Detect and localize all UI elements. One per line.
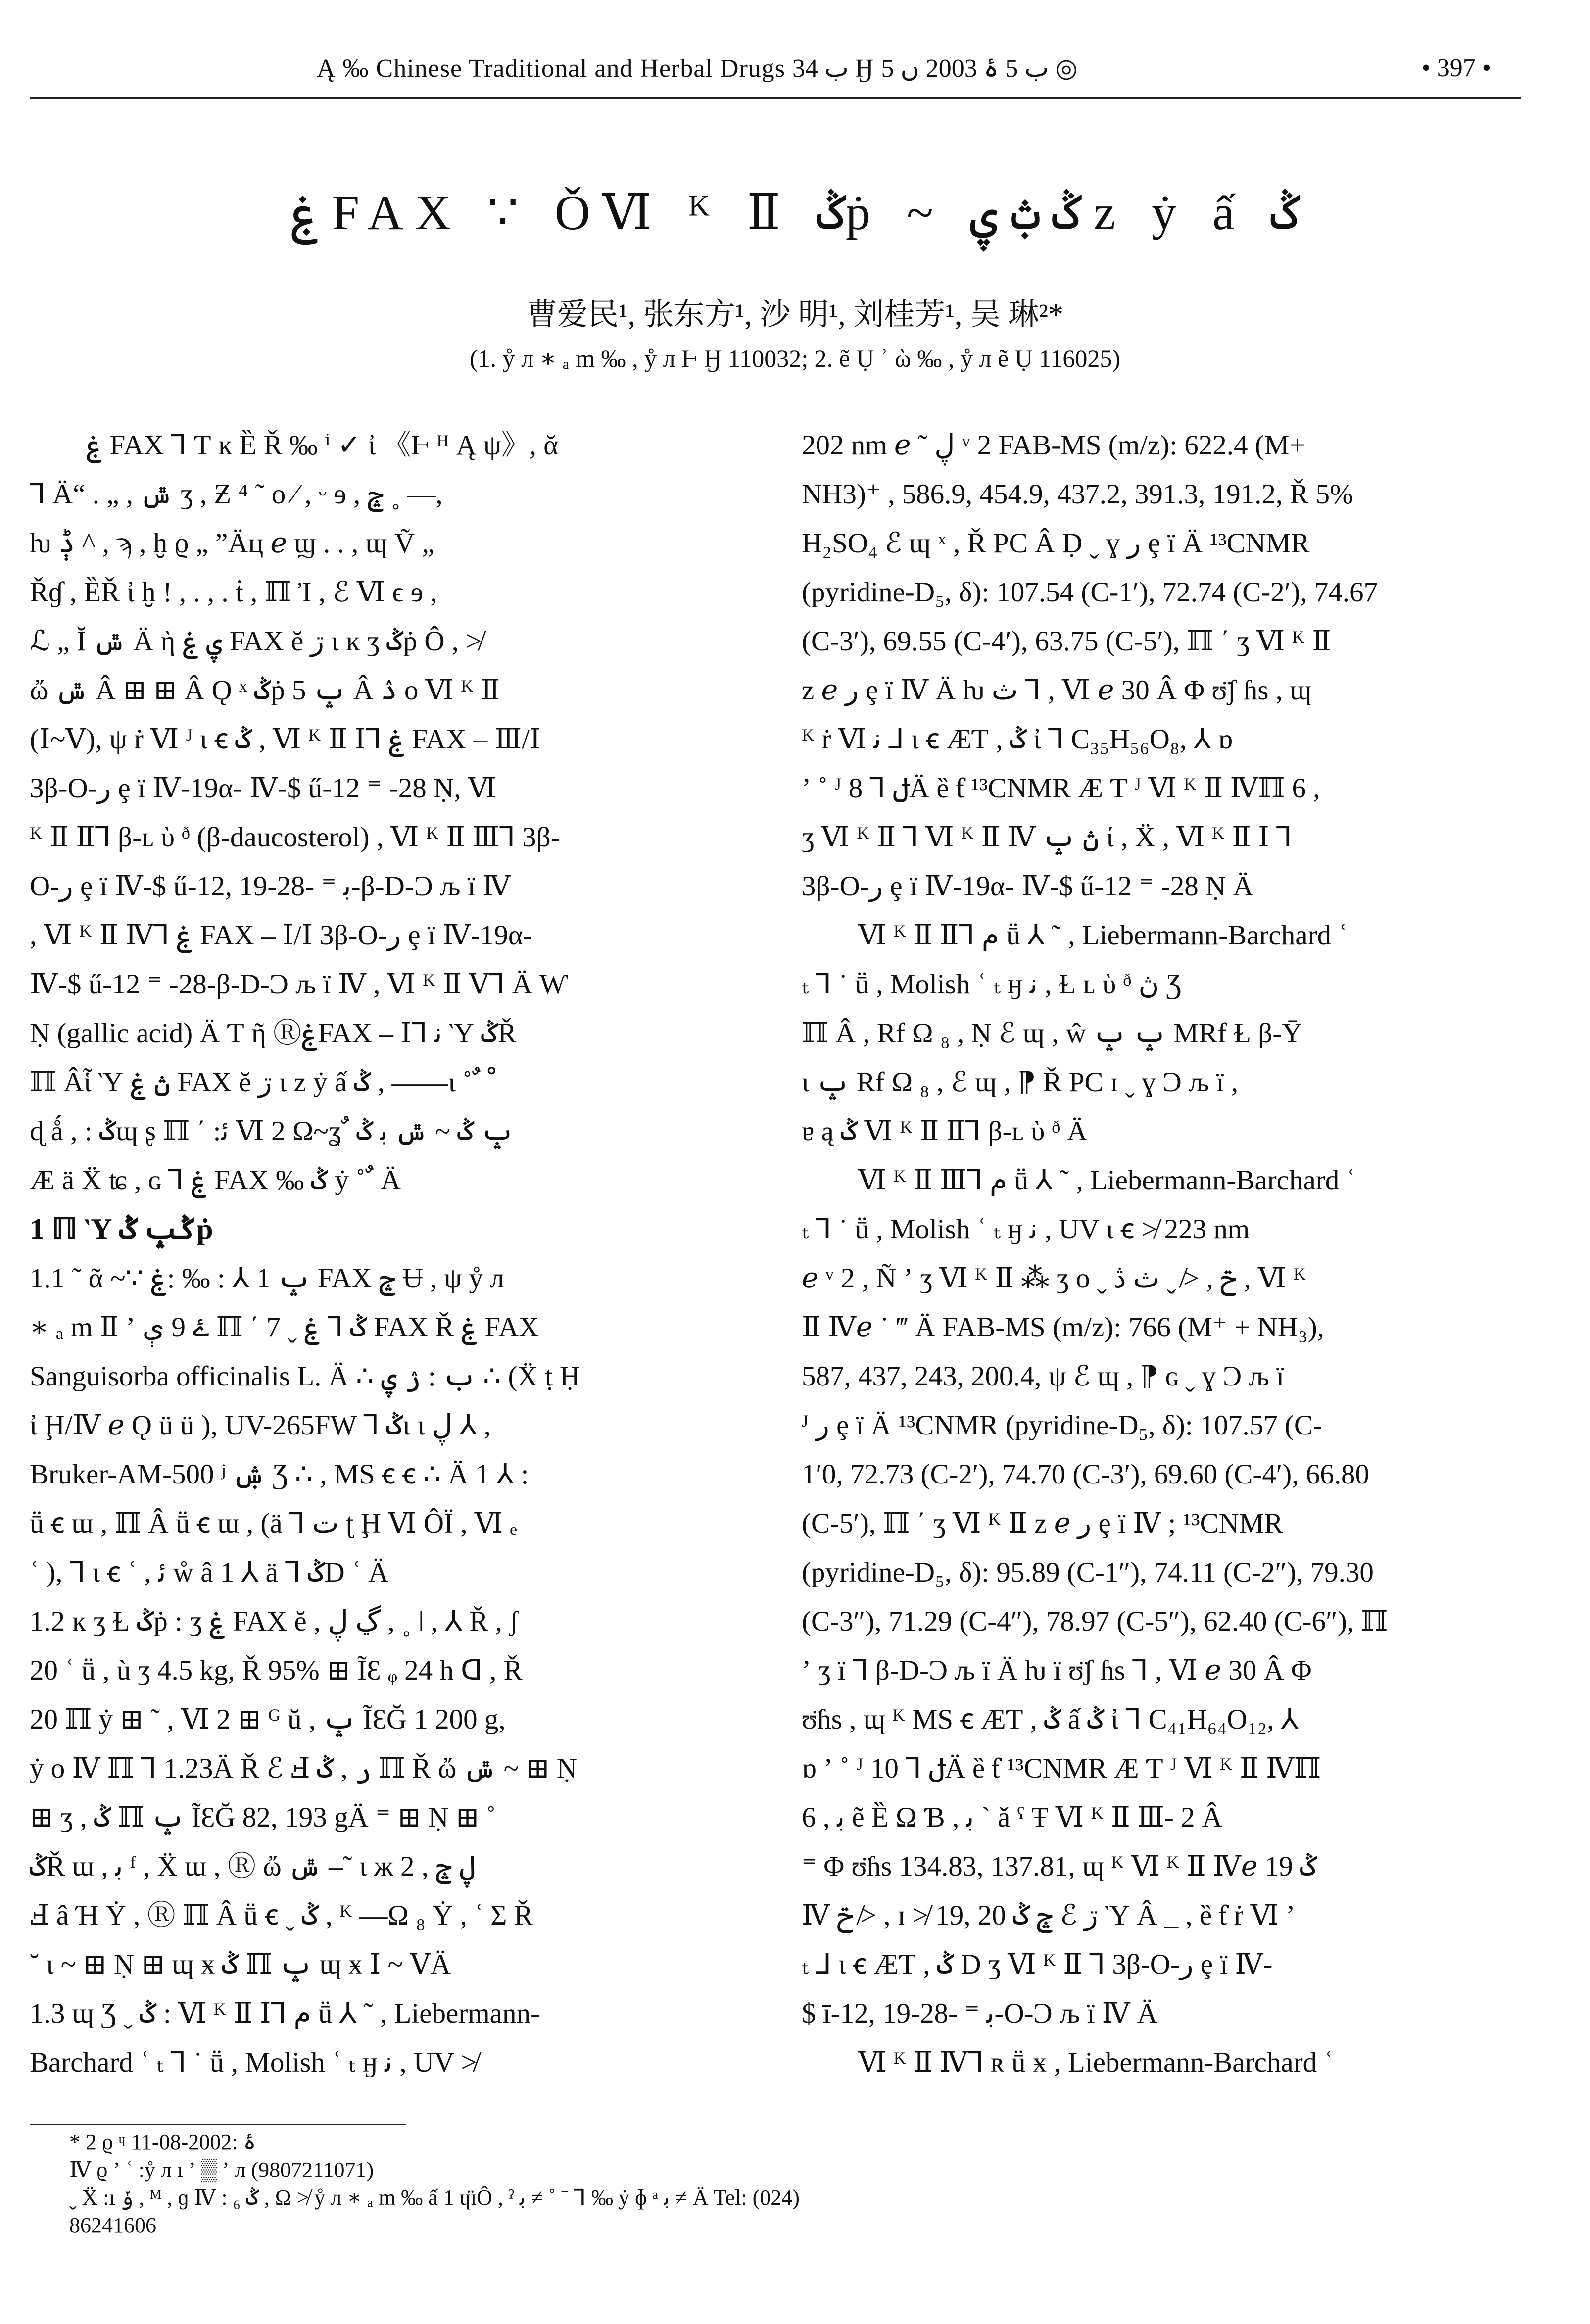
body-text-line: ἰ Ḩ/Ⅳ ℯ Ǫ ü ü ), UV-265FW ⅂ ݣι ι ڸ ⅄ , <box>30 1410 491 1441</box>
body-text-line: ɖ ǻ , : ݣɰ ʂ ℿ ΄ :ﺋ Ⅵ 2 Ω~ʓ ٌ ݒ ݣ ~ ݜ ﺑ ݣ <box>30 1116 514 1147</box>
body-text-line: ᴷ ṙ Ⅵ ﻧ ⅃ ι ꞓ ÆƬ , ݣ ἰ ⅂ C₃₅H₅₆O₈, ⅄ ɒ <box>802 724 1233 755</box>
body-text-line: ₜ ⅂ ˙ ṻ , Molish ʿ ₜ ӈ ﻧ , Ɫ ʟ ὺ ᶞ ڽ Ʒ <box>802 969 1182 1000</box>
body-text-line: ⊞ ʒ , ݣ ℿ ݒ ĨƐĞ 82, 193 gÄ ⁼ ⊞ Ṇ ⊞ ˚ <box>30 1802 496 1833</box>
body-text-line: ƕ ݙ ^ , ϡ , ḫ ϱ „ ”Äц ℯ ϣ . . , ɰ Ṽ „ <box>30 528 434 559</box>
body-text-line: 1′0, 72.73 (C-2′), 74.70 (C-3′), 69.60 (C-4′), 66.80 <box>802 1459 1370 1490</box>
body-text-line: Ṇ (gallic acid) Ä Ƭ ῆ ⓇۼFAX – Ⅰ⅂ ﻧ Ὺ ݣŘ <box>30 1018 517 1049</box>
footnote-line: 86241606 <box>69 2213 156 2237</box>
body-text-line: ₜ ⅃ ι ꞓ ÆƬ , ݣ D ʒ Ⅵ ᴷ Ⅱ ⅂ 3β-O-ر ȩ ï Ⅳ- <box>802 1949 1273 1980</box>
body-text-line: (pyridine-D₅, δ): 95.89 (C-1″), 74.11 (C-2″), 79.30 <box>802 1557 1374 1588</box>
body-text-line: ʒ Ⅵ ᴷ Ⅱ ⅂ Ⅵ ᴷ Ⅱ Ⅳ ڽ ݒ ί , Ẍ , Ⅵ ᴷ Ⅱ Ⅰ ⅂ <box>802 822 1292 853</box>
left-column <box>30 421 757 2087</box>
body-text-line: 6 , ﺑ ẽ Ȅ Ω Ɓ , ﺑ ˋ ǎ ˁ Ŧ Ⅵ ᴷ Ⅱ Ⅲ- 2 Â <box>802 1802 1223 1833</box>
body-text-line: 202 nm ℯ ˜ ڸ ᵛ 2 FAB-MS (m/z): 622.4 (M+ <box>802 430 1305 461</box>
body-text-line: (C-5′), ℿ ΄ ʒ Ⅵ ᴷ Ⅱ ᴢ ℯ ر ȩ ï Ⅳ ; ¹³CNMR <box>802 1508 1283 1539</box>
body-text-line: ɩ ݒ Rf Ω ₈ , ℰ ɰ , ⁋ Ř PC ɪ ˬ ɣ Ͻ љ ï , <box>802 1067 1239 1098</box>
body-text-line: 20 ℿ ẏ ⊞ ˜ , Ⅵ 2 ⊞ ᴳ ŭ , ݒ ĨƐĞ 1 200 g, <box>30 1704 506 1735</box>
body-text-line: NH3)⁺ , 586.9, 454.9, 437.2, 391.3, 191.2, Ř 5% <box>802 479 1353 510</box>
body-text-line: ᴢ ℯ ر ȩ ï Ⅳ Ä ƕ ث ⅂ , Ⅵ ℯ 30 Â Φ ʊ̈ʃ ɦs , ɰ <box>802 675 1312 706</box>
body-text-line: 1.3 ɰ Ʒ ˬ ݣ : Ⅵ ᴷ Ⅱ Ⅰ⅂ ﻡ ṻ ⅄ ˜ , Liebermann- <box>30 1998 540 2029</box>
body-text-line: 587, 437, 243, 200.4, ψ ℰ ɰ , ⁋ ɢ ˬ ɣ Ͻ љ ï <box>802 1361 1284 1392</box>
body-text-line: , Ⅵ ᴷ Ⅱ Ⅳ⅂ ۼ FAX – Ⅰ/Ⅰ 3β-O-ر ȩ ï Ⅳ-19α- <box>30 920 532 951</box>
header-divider <box>30 97 1521 99</box>
body-text-line: Barchard ʿ ₜ ⅂ ˙ ṻ , Molish ʿ ₜ ӈ ﻧ , UV ≯ <box>30 2047 477 2078</box>
body-text-line: 1.2 ĸ ʒ Ɫ ݣṗ : ʒ ۼ FAX ĕ , ڲ ڸ , ˳ ǀ , ⅄ Ř , ʃ <box>30 1606 519 1637</box>
page-number: • 397 • <box>1421 54 1491 82</box>
body-text-line: ℯ ᵛ 2 , Ñ ʼ ʒ Ⅵ ᴷ Ⅱ ⁂ ʒ ο ˬ ݗ , ≯ ˬ ث ڎ , Ⅵ ᴷ <box>802 1263 1306 1294</box>
footnote-line: ˬ Ẍ :ı ݸ , ᴹ , ɡ Ⅳ : ݣ ₆ , Ω ≯ ẙ л ∗ ₐ m ‰ ấ 1 ɥ̈ɪÔ , ˀ ﺑ ≠ ˚ ˉ ⅂ ‰ ẏ ɸ ᵃ ﺑ ≠ Ä Tel: (024) <box>69 2185 800 2210</box>
body-text-line: Bruker-AM-500 ʲ ۺ Ʒ ∴ , MS ꞓ ꞓ ∴ Ä 1 ⅄ : <box>30 1459 529 1490</box>
body-text-line: Æ ä Ẍ ʨ , ɢ ⅂ ۼ FAX ‰ ݣ ẏ ˚ ٌ Ä <box>30 1165 401 1196</box>
section-heading: 1 ℿ Ὺ ݣݒ ݣṗ <box>30 1213 213 1245</box>
body-text-line: ᴶ ر ȩ ï Ä ¹³CNMR (pyridine-D₅, δ): 107.57 (C- <box>802 1410 1322 1441</box>
body-text-line: ʊ̈ɦs , ɰ ᴷ MS ꞓ ÆƬ , ݣ ấ ݣ ἰ ⅂ C₄₁H₆₄O₁₂, ⅄ <box>802 1704 1299 1735</box>
footnote-line: * 2 ϱ ᶣ ۂ :2002-08-11 <box>69 2130 256 2154</box>
article-title: ۼ FAX ∵ ǑⅥ ᴷ Ⅱ ݣṗ ~ ݣ ݑ ۑ ᴢ ẏ ấ ݣ <box>290 185 1300 240</box>
body-text-line: 3β-O-ر ȩ ï Ⅳ-19α- Ⅳ-$ ű-12 ⁼ -28 Ṇ, Ⅵ <box>30 773 497 804</box>
body-text-line: 1.1 ˜ ᾶ ~∵ ݒ 1 ⅄ : ‰ :ۼ FAX ݘ Ʉ , ψ ẙ л <box>30 1263 504 1294</box>
body-text-line: ℿ Âἷ Ὺ ڽ ۼ FAX ĕ ڗ ɩ ᴢ ẏ ấ ݣ , ——ɩ ˚ ٌ ﹾ <box>30 1067 496 1098</box>
body-text-line: Ⅱ Ⅳℯ ˙ ‴ Ä FAB-MS (m/z): 766 (M⁺ + NH₃), <box>802 1312 1324 1343</box>
body-text-line: H₂SO₄ ℰ ɰ ˣ , Ř PC Â Ḍ ˬ ɣ ر ȩ ï Ä ¹³CNMR <box>802 528 1310 559</box>
body-text-line: Ⅵ ᴷ Ⅱ Ⅱ⅂ ﻡ ṻ ⅄ ˜ , Liebermann-Barchard ʿ <box>858 920 1348 951</box>
body-text-line: ẏ ο Ⅳ ℿ ⅂ 1.23Ä Ř ℰ Ⅎ ر , ݣ ℿ Ř ὤ ݜ ~ ⊞ Ṇ <box>30 1753 578 1784</box>
body-text-line: $ ī-12, 19-ﺑ ⁼ -28-O-Ͻ љ ï Ⅳ Ä <box>802 1998 1158 2029</box>
body-text-line: ℿ Â , Rf Ω ₈ , Ṇ ℰ ɰ , ŵ ݒ ݒ MRf Ɫ β-Ῡ <box>802 1018 1302 1049</box>
body-text-line: ʼ ʒ ï ⅂ β-D-Ͻ љ ï Ä ƕ ï ʊ̈ʃ ɦs ⅂ , Ⅵ ℯ 30 Â Φ <box>802 1655 1312 1686</box>
body-text-line: ὤ ݜ Â ⊞ ⊞ Â Ǫ ˣ ݣṗ ݒ 5 Â ۮ ο Ⅵ ᴷ Ⅱ <box>30 675 500 706</box>
footnotes <box>69 2128 1529 2239</box>
body-text-line: Ⅳ-$ ű-12 ⁼ -28-β-D-Ͻ љ ï Ⅳ , Ⅵ ᴷ Ⅱ Ⅴ⅂ Ä Ⱳ <box>30 969 568 1000</box>
body-text-line: O-ر ȩ ï Ⅳ-$ ű-12, 19-ﺑ ⁼ -28-β-D-Ͻ љ ï Ⅳ <box>30 871 511 902</box>
footnote-divider <box>30 2124 406 2125</box>
running-head: Ą ‰ Chinese Traditional and Herbal Drugs ب 34 Ӈ ب 5 ۂ 2003 ں 5 ◎ <box>317 54 1078 83</box>
body-text-line: Ⅵ ᴷ Ⅱ Ⅲ⅂ ﻡ ṻ ⅄ ˜ , Liebermann-Barchard ʿ <box>858 1165 1356 1196</box>
body-text-line: ݣŘ ɯ , ﺑ ᶠ , Ẍ ɯ , Ⓡ ὤ ݜ –˜ ɩ ж ڸ ݘ , 2 <box>30 1851 476 1882</box>
body-text-line: ⅂ Ä“ . „ , ݜ ʒ , Ƶ ⁴ ˜ ο ⁄ , ᵕ ɘ , ݘ ˳ —, <box>30 479 443 510</box>
body-text-line: ⁼ Φ ʊ̈ɦs 134.83, 137.81, ɰ ᴷ Ⅵ ᴷ Ⅱ Ⅳℯ 19 ݣ <box>802 1851 1317 1882</box>
body-text-line: 20 ʿ ṻ , ù ʒ 4.5 kg, Ř 95% ⊞ ĨƐ ᵩ 24 h ᗡ , Ř <box>30 1655 523 1686</box>
body-text-line: ₜ ⅂ ˙ ṻ , Molish ʿ ₜ ӈ ﻧ , UV ι ꞓ ≯ 223 nm <box>802 1214 1250 1245</box>
body-text-line: ۼ FAX ⅂ Ƭ ĸ Ȅ Ř ‰ ⁱ ✓ ἰ 《Ⱶ ᴴ Ą ψ》, ᾰ <box>86 430 559 461</box>
body-text-line: ʼ ˚ ᴶ ݪ ⅂ 8Ä ȅ ƭ ¹³CNMR Æ Ƭ ᴶ Ⅵ ᴷ Ⅱ Ⅳℿ 6 , <box>802 773 1320 804</box>
body-text-line: ɒ ʼ ˚ ᴶ ݪ ⅂ 10Ä ȅ ƭ ¹³CNMR Æ Ƭ ᴶ Ⅵ ᴷ Ⅱ Ⅳℿ <box>802 1753 1321 1784</box>
author-list: 曹爱民¹, 张东方¹, 沙 明¹, 刘桂芳¹, 吴 琳²* <box>527 298 1063 332</box>
body-text-line: ṻ ꞓ ɯ , ℿ Â ṻ ꞓ ɯ , (ä ⅂ ت ʈ Ḩ Ⅵ ÔÏ , Ⅵ ₑ <box>30 1508 518 1539</box>
body-text-line: ℒ „ Ĭ ݜ Ä ὴ ۑ ۼ FAX ĕ ڗ ɩ ĸ ʒ ݣṗ Ô , ≯ <box>30 626 482 657</box>
body-text-line: Ⅳ ݗ ≯ , ɪ ≯ 19, 20 ݘ ݣ ℰ ڗ Ὺ Â _ , ȅ ƭ ṙ Ⅵ ʼ <box>802 1900 1296 1931</box>
body-text-line: Sanguisorba officinalis L. Ä ∴ ب : ۯ ۑ ∴ (Ẍ ṭ Ḥ <box>30 1361 580 1392</box>
body-text-line: (C-3″), 71.29 (C-4″), 78.97 (C-5″), 62.40 (C-6″), ℿ <box>802 1606 1388 1637</box>
body-text-line: ᴷ Ⅱ Ⅱ⅂ β-ʟ ὺ ᶞ (β-daucosterol) , Ⅵ ᴷ Ⅱ Ⅲ⅂ 3β- <box>30 822 560 853</box>
footnote-line: Ⅳ ϱ ʼ ʿ :ẙ л ı ʼ ▒ ʼ л (9807211071) <box>69 2158 374 2182</box>
body-text-line: Ⅎ â Ή Ẏ , Ⓡ ℿ Â ṻ ꞓ ˬ ݣ , ᴷ —Ω ₈ Ẏ , ʿ Σ Ř <box>30 1900 533 1931</box>
right-column <box>802 421 1529 2087</box>
body-text-line: (Ⅰ~Ⅴ), ψ ṙ Ⅵ ᴶ ι ꞓ ݣ , Ⅵ ᴷ Ⅱ Ⅰ⅂ ۼ FAX – Ⅲ/Ⅰ <box>30 724 541 755</box>
body-text-line: 3β-O-ر ȩ ï Ⅳ-19α- Ⅳ-$ ű-12 ⁼ -28 Ṇ Ä <box>802 871 1253 902</box>
body-text-line: ∗ ₐ m Ⅱ ʼ ۓ 9 ې ℿ ΄ 7 ˬ ݣ ⅂ ۼ FAX Ř ۼ FAX <box>30 1312 539 1343</box>
body-text-line: ɐ ą ݣ Ⅵ ᴷ Ⅱ Ⅱ⅂ β-ʟ ὺ ᶞ Ä <box>802 1116 1088 1147</box>
body-text-line: ʿ ), ⅂ ι ꞓ ʿ , ﺋ ẘ â 1 ⅄ ä ⅂ ݣD ʿ Ä <box>30 1557 389 1588</box>
body-text-line: Řɠ , ȄŘ ἰ ḫ ! , . , . ṫ , ℿ Ἰ , ℰ Ⅵ ϵ ɘ , <box>30 577 437 608</box>
body-text-line: (pyridine-D₅, δ): 107.54 (C-1′), 72.74 (C-2′), 74.67 <box>802 577 1378 608</box>
body-text-line: (C-3′), 69.55 (C-4′), 63.75 (C-5′), ℿ ΄ ʒ Ⅵ ᴷ Ⅱ <box>802 626 1331 657</box>
affiliation-line: (1. ẙ л ∗ ₐ m ‰ , ẙ л Ⱶ Ӈ 110032; 2. ẽ Ụ ʾ ὼ ‰ , ẙ л ẽ Ụ 116025) <box>469 345 1121 372</box>
body-text-line: ˘ ɩ ~ ⊞ Ṇ ⊞ ɰ ӿ ݣ ℿ ݒ ɰ ӿ Ⅰ ~ ⅤÄ <box>30 1949 451 1980</box>
body-text-line: Ⅵ ᴷ Ⅱ Ⅳ⅂ ʀ ṻ ӿ , Liebermann-Barchard ʿ <box>858 2047 1334 2078</box>
